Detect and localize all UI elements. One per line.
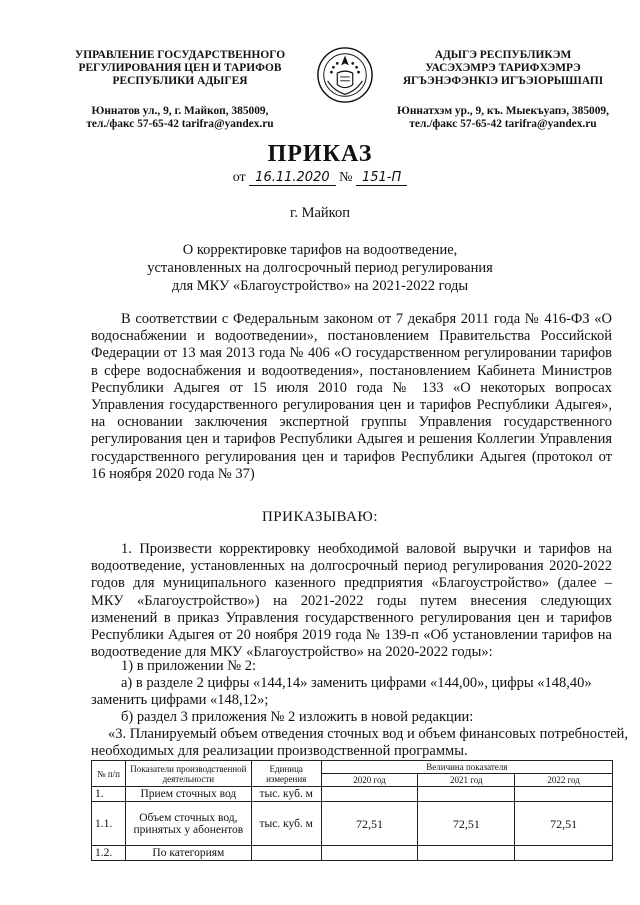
row-value-2021: [418, 846, 515, 861]
row-name: Объем сточных вод, принятых у абонентов: [125, 802, 251, 846]
row-unit: тыс. куб. м: [251, 787, 321, 802]
row-num: 1.: [92, 787, 126, 802]
prikazyvayu-heading: ПРИКАЗЫВАЮ:: [261, 509, 379, 525]
subject-line-3: для МКУ «Благоустройство» на 2021-2022 годы: [171, 278, 469, 294]
subitem-1: 1) в приложении № 2:: [121, 658, 256, 674]
header-unit: Единица измерения: [251, 761, 321, 787]
production-program-table: [91, 760, 613, 861]
header-left-block: [70, 49, 290, 131]
header-year-2021: 2021 год: [418, 774, 515, 787]
coat-of-arms-emblem-icon: [316, 46, 374, 104]
org-address-ru-line-2: тел./факс 57-65-42 tarifra@yandex.ru: [86, 118, 274, 130]
number-prefix: №: [339, 170, 353, 185]
header-value-group: Величина показателя: [321, 761, 612, 774]
header-right-block: [388, 49, 618, 131]
row-value-2020: 72,51: [321, 802, 418, 846]
preamble-text: В соответствии с Федеральным законом от 7 декабря 2011 года № 416-ФЗ «О водоснабжении и водоотведении», постановлением Правительства Российской Федерации от 13 мая 2013 года № 406 «О государственном регулировании тарифов в сфере водоснабжения и водоотведения», постановлением Кабинета Министров Республики Адыгея от 15 июля 2010 года № 133 «О некоторых вопросах Управления государственного регулирования цен и тарифов Республики Адыгея», на основании заключения экспертной группы Управления государственного регулирования цен и тарифов Республики Адыгея и решения Коллегии Управления государственного регулирования цен и тарифов Республики Адыгея (протокол от 16 ноября 2020 года № 37): [91, 311, 612, 482]
row-value-2022: 72,51: [515, 802, 613, 846]
item-1-text: 1. Произвести корректировку необходимой валовой выручки и тарифов на водоотведение, установленных на долгосрочный период регулирования 2020-2022 годов для муниципального казенного предприятия «Благоустройство» (далее – МКУ «Благоустройство») на 2021-2022 годы путем внесения следующих изменений в приказ Управления государственного регулирования цен и тарифов Республики Адыгея от 20 ноября 2019 года № 139-п «Об установлении тарифов на водоотведение для МКУ «Благоустройство» на 2020-2022 годы»:: [91, 541, 612, 661]
section-3-line-1: «3. Планируемый объем отведения сточных вод и объем финансовых потребностей,: [108, 726, 629, 742]
row-name: Прием сточных вод: [125, 787, 251, 802]
city: г. Майкоп: [290, 205, 350, 221]
subject-block: [0, 241, 640, 295]
row-name: По категориям: [125, 846, 251, 861]
header-num: № п/п: [92, 761, 126, 787]
org-address-ady-line-1: Юннатхэм ур., 9, къ. Мыекъуапэ, 385009,: [397, 105, 609, 117]
org-address-ady-line-2: тел./факс 57-65-42 tarifra@yandex.ru: [409, 118, 597, 130]
org-name-ru-line-1: УПРАВЛЕНИЕ ГОСУДАРСТВЕННОГО: [74, 49, 286, 61]
row-num: 1.1.: [92, 802, 126, 846]
org-name-ru-line-3: РЕСПУБЛИКИ АДЫГЕЯ: [112, 75, 248, 87]
section-3-line-2: необходимых для реализации производственной программы.: [91, 743, 468, 759]
document-title: ПРИКАЗ: [267, 141, 373, 167]
date-prefix: от: [232, 170, 246, 185]
row-value-2020: [321, 846, 418, 861]
subject-line-1: О корректировке тарифов на водоотведение,: [182, 242, 458, 258]
table-row: [92, 787, 613, 802]
header-year-2022: 2022 год: [515, 774, 613, 787]
date-value: 16.11.2020: [249, 171, 335, 186]
item-1-paragraph: [91, 541, 612, 661]
row-value-2022: [515, 846, 613, 861]
subitem-1a-line-1: а) в разделе 2 цифры «144,14» заменить цифрами «144,00», цифры «148,40»: [121, 675, 592, 691]
org-name-ru-line-2: РЕГУЛИРОВАНИЯ ЦЕН И ТАРИФОВ: [78, 62, 282, 74]
row-num: 1.2.: [92, 846, 126, 861]
preamble-paragraph: [91, 311, 612, 483]
row-unit: [251, 846, 321, 861]
org-name-ady-line-1: АДЫГЭ РЕСПУБЛИКЭМ: [434, 49, 572, 61]
table-header-row: [92, 761, 613, 774]
org-address-ru-line-1: Юннатов ул., 9, г. Майкоп, 385009,: [91, 105, 269, 117]
header-indicator: Показатели производственной деятельности: [125, 761, 251, 787]
row-value-2021: [418, 787, 515, 802]
row-unit: тыс. куб. м: [251, 802, 321, 846]
row-value-2020: [321, 787, 418, 802]
header-year-2020: 2020 год: [321, 774, 418, 787]
subitem-1b: б) раздел 3 приложения № 2 изложить в новой редакции:: [121, 709, 474, 725]
subitem-1a-line-2: заменить цифрами «148,12»;: [91, 692, 269, 708]
table-row: [92, 846, 613, 861]
org-name-ady-line-2: УАСЭХЭМРЭ ТАРИФХЭМРЭ: [425, 62, 581, 74]
number-value: 151-П: [356, 171, 407, 186]
org-name-ady-line-3: ЯГЪЭНЭФЭНКІЭ ИГЪЭІОРЫШІАПІ: [402, 75, 604, 87]
row-value-2022: [515, 787, 613, 802]
date-number-line: [0, 170, 640, 186]
table-row: [92, 802, 613, 846]
subject-line-2: установленных на долгосрочный период регулирования: [147, 260, 493, 276]
row-value-2021: 72,51: [418, 802, 515, 846]
